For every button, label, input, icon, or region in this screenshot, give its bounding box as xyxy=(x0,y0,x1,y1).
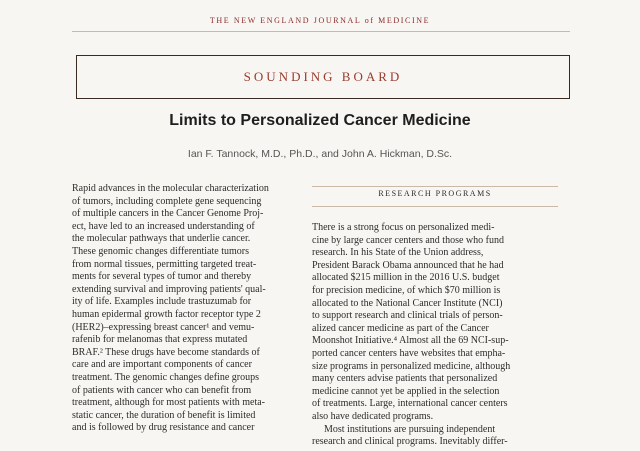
text-line: There is a strong focus on personalized medi- xyxy=(312,222,495,233)
text-line: for precision medicine, of which $70 million is xyxy=(312,284,501,296)
text-line: research and clinical programs. Inevitably differ- xyxy=(312,436,508,448)
text-line: ments for several types of tumor and thereby xyxy=(72,271,252,283)
article-title: Limits to Personalized Cancer Medicine xyxy=(169,112,471,129)
text-line: (HER2)–expressing breast cancer¹ and vemu- xyxy=(72,321,255,333)
section-label: SOUNDING BOARD xyxy=(243,69,403,84)
section-banner xyxy=(76,55,570,99)
text-line: ity of life. Examples include trastuzumab for xyxy=(72,296,252,308)
text-line: of multiple cancers in the Cancer Genome Proj- xyxy=(72,208,264,220)
text-line: These genomic changes differentiate tumors xyxy=(72,245,249,257)
text-line: treatment. The genomic changes define groups xyxy=(72,371,259,383)
left-column xyxy=(72,183,310,435)
text-line: alized cancer medicine as part of the Cancer xyxy=(312,322,489,334)
text-line: extending survival and improving patients' qual- xyxy=(72,283,266,295)
text-line: static cancer, the duration of benefit is limited xyxy=(72,409,256,421)
text-line: care and are important components of cancer xyxy=(72,359,252,371)
text-line: size programs in personalized medicine, although xyxy=(312,360,511,372)
text-line: and is followed by drug resistance and cancer xyxy=(72,422,255,434)
text-line: human epidermal growth factor receptor type 2 xyxy=(72,308,261,320)
research-programs-heading: RESEARCH PROGRAMS xyxy=(312,186,558,207)
text-line: research. In his State of the Union address, xyxy=(312,247,484,259)
text-line: President Barack Obama announced that he had xyxy=(312,259,504,271)
right-column xyxy=(312,186,558,449)
right-column-body xyxy=(312,222,558,449)
text-line: the molecular pathways that underlie cancer. xyxy=(72,233,251,245)
text-line: ect, have led to an increased understanding of xyxy=(72,220,255,232)
text-line: of treatments. Large, international cancer centers xyxy=(312,398,508,410)
text-line: allocated $215 million in the 2016 U.S. budget xyxy=(312,272,500,284)
text-line: to support research and clinical trials of person- xyxy=(312,310,503,322)
text-line: also have dedicated programs. xyxy=(312,410,434,422)
text-line: rafenib for melanomas that express mutated xyxy=(72,334,248,346)
text-line: medicine cannot yet be applied in the selection xyxy=(312,385,500,397)
journal-header: THE NEW ENGLAND JOURNAL of MEDICINE xyxy=(209,16,431,25)
text-line: cine by large cancer centers and those who fund xyxy=(312,234,504,246)
text-line: many centers advise patients that personalized xyxy=(312,373,498,385)
header-divider xyxy=(72,31,570,32)
text-line: Most institutions are pursuing independent xyxy=(324,423,496,435)
text-line: of patients with cancer who can benefit from xyxy=(72,384,252,396)
text-line: Moonshot Initiative.⁴ Almost all the 69 NCI-sup- xyxy=(312,335,509,347)
text-line: BRAF.² These drugs have become standards of xyxy=(72,346,260,358)
text-line: treatment, although for most patients with meta- xyxy=(72,397,266,409)
text-line: of tumors, including complete gene sequencing xyxy=(72,195,262,207)
text-line: ported cancer centers have websites that empha- xyxy=(312,347,506,359)
text-line: Rapid advances in the molecular characterization xyxy=(72,183,269,194)
article-authors: Ian F. Tannock, M.D., Ph.D., and John A. Hickman, D.Sc. xyxy=(187,148,453,160)
text-line: allocated to the National Cancer Institute (NCI) xyxy=(312,297,503,309)
text-line: from normal tissues, permitting targeted treat- xyxy=(72,258,257,270)
